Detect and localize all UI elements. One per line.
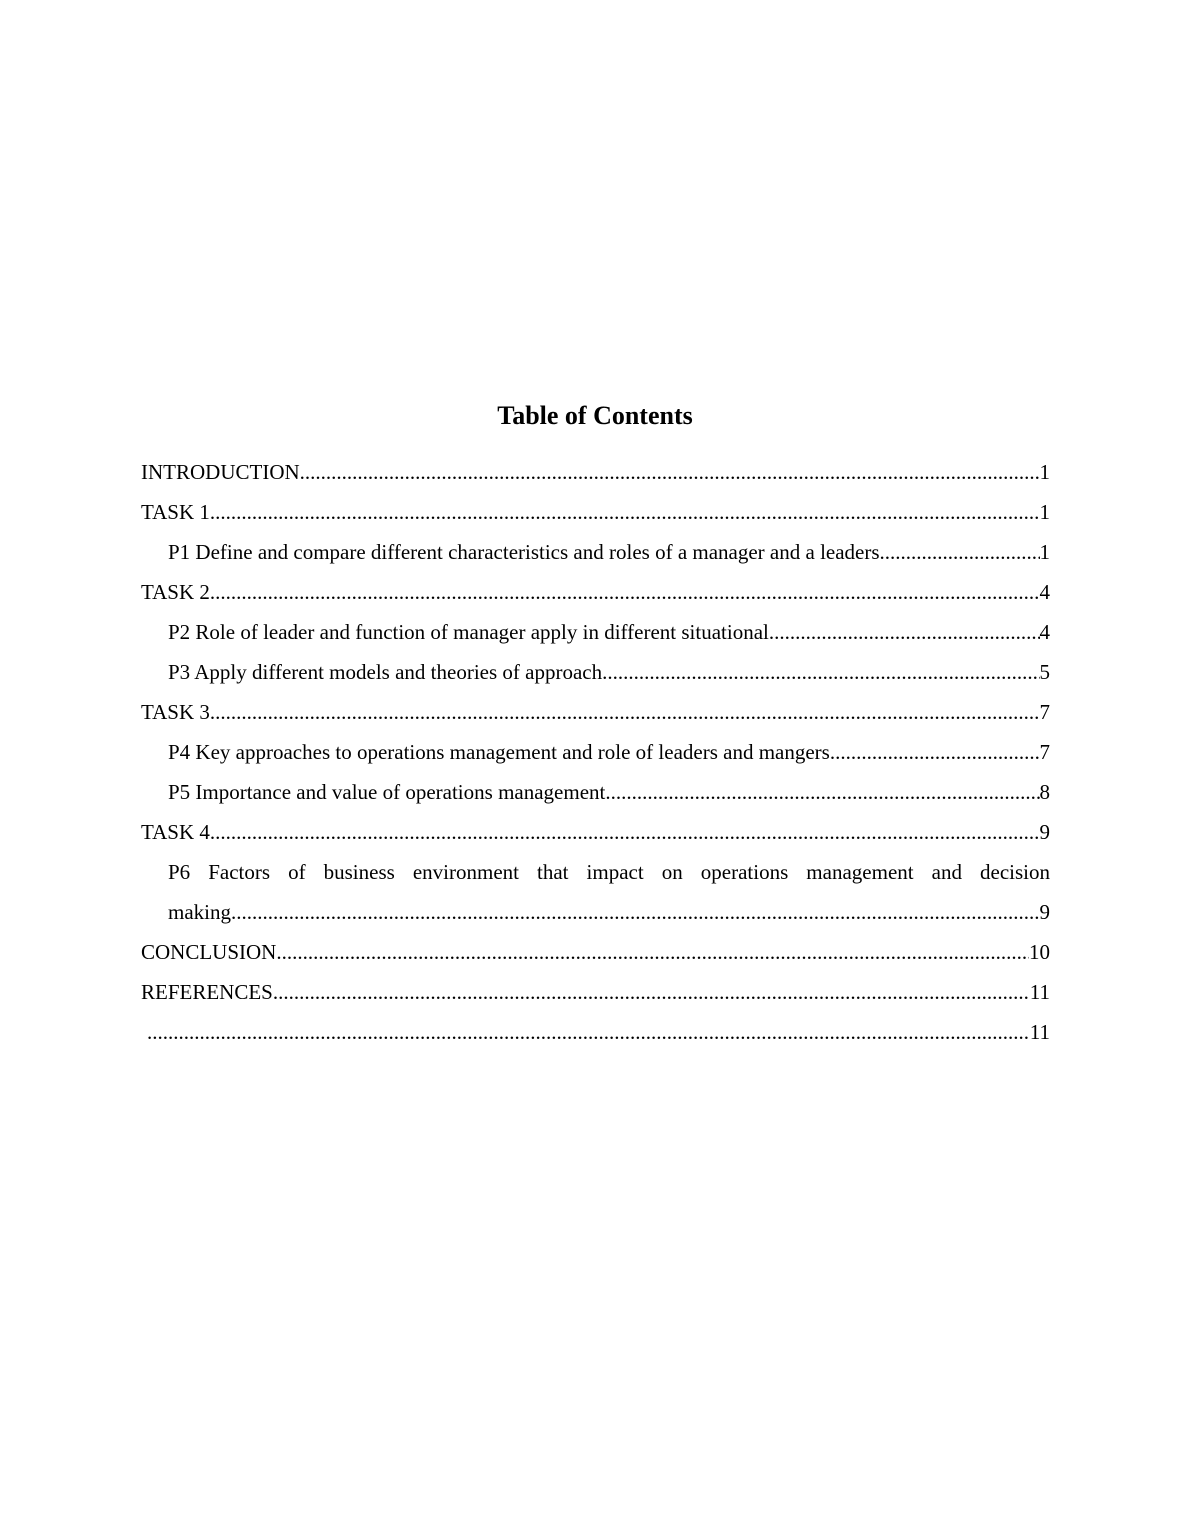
toc-entry-label: TASK 2 <box>141 580 210 604</box>
toc-entry-p4[interactable] <box>168 732 1050 772</box>
dot-leader <box>210 700 1050 724</box>
toc-entry-page: 7 <box>1040 732 1051 772</box>
dot-leader <box>210 820 1050 844</box>
dot-leader <box>210 500 1050 524</box>
toc-entry-page: 4 <box>1040 572 1051 612</box>
toc-entry-label: REFERENCES <box>141 980 273 1004</box>
toc-entry-page: 1 <box>1040 532 1051 572</box>
toc-entry-label: TASK 3 <box>141 700 210 724</box>
dot-leader <box>769 620 1050 644</box>
toc-entry-page: 9 <box>1040 812 1051 852</box>
toc-entry-conclusion[interactable] <box>141 932 1050 972</box>
toc-entry-label: TASK 1 <box>141 500 210 524</box>
toc-entry-page: 5 <box>1040 652 1051 692</box>
toc-entry-page: 11 <box>1030 972 1050 1012</box>
dot-leader <box>602 660 1050 684</box>
toc-entry-page: 8 <box>1040 772 1051 812</box>
toc-entry-label: P3 Apply different models and theories of approach <box>168 660 603 684</box>
toc-entry-p5[interactable] <box>168 772 1050 812</box>
toc-list <box>141 452 1050 1052</box>
toc-entry-page: 1 <box>1040 492 1051 532</box>
toc-entry-p6[interactable] <box>168 852 1050 932</box>
toc-entry-task-1[interactable] <box>141 492 1050 532</box>
toc-title: Table of Contents <box>497 401 693 430</box>
toc-entry-p1[interactable] <box>168 532 1050 572</box>
dot-leader <box>147 1020 1050 1044</box>
dot-leader <box>210 580 1050 604</box>
toc-entry-page: 1 <box>1040 452 1051 492</box>
toc-entry-p2[interactable] <box>168 612 1050 652</box>
dot-leader <box>231 900 1050 924</box>
toc-entry-introduction[interactable] <box>141 452 1050 492</box>
toc-entry-label: P1 Define and compare different characteristics and roles of a manager and a leaders <box>168 540 880 564</box>
dot-leader <box>605 780 1050 804</box>
toc-entry-untitled[interactable] <box>141 1012 1050 1052</box>
toc-entry-page: 11 <box>1030 1012 1050 1052</box>
toc-entry-page: 4 <box>1040 612 1051 652</box>
toc-entry-page: 10 <box>1029 932 1050 972</box>
toc-entry-task-2[interactable] <box>141 572 1050 612</box>
toc-entry-label: CONCLUSION <box>141 940 277 964</box>
toc-entry-label-line2: making <box>168 900 231 924</box>
toc-entry-page: 9 <box>1040 892 1051 932</box>
toc-entry-task-4[interactable] <box>141 812 1050 852</box>
dot-leader <box>300 460 1050 484</box>
toc-entry-label-line1: P6 Factors of business environment that impact on operations management and decision <box>168 860 1050 884</box>
dot-leader <box>880 540 1050 564</box>
toc-entry-page: 7 <box>1040 692 1051 732</box>
toc-entry-label: P5 Importance and value of operations management <box>168 780 606 804</box>
toc-entry-task-3[interactable] <box>141 692 1050 732</box>
toc-entry-label: INTRODUCTION <box>141 460 300 484</box>
toc-entry-references[interactable] <box>141 972 1050 1012</box>
toc-entry-label: P4 Key approaches to operations management and role of leaders and mangers <box>168 740 830 764</box>
toc-entry-p3[interactable] <box>168 652 1050 692</box>
dot-leader <box>273 980 1050 1004</box>
dot-leader <box>276 940 1050 964</box>
toc-entry-label: TASK 4 <box>141 820 210 844</box>
toc-entry-label: P2 Role of leader and function of manager apply in different situational <box>168 620 769 644</box>
dot-leader <box>830 740 1050 764</box>
